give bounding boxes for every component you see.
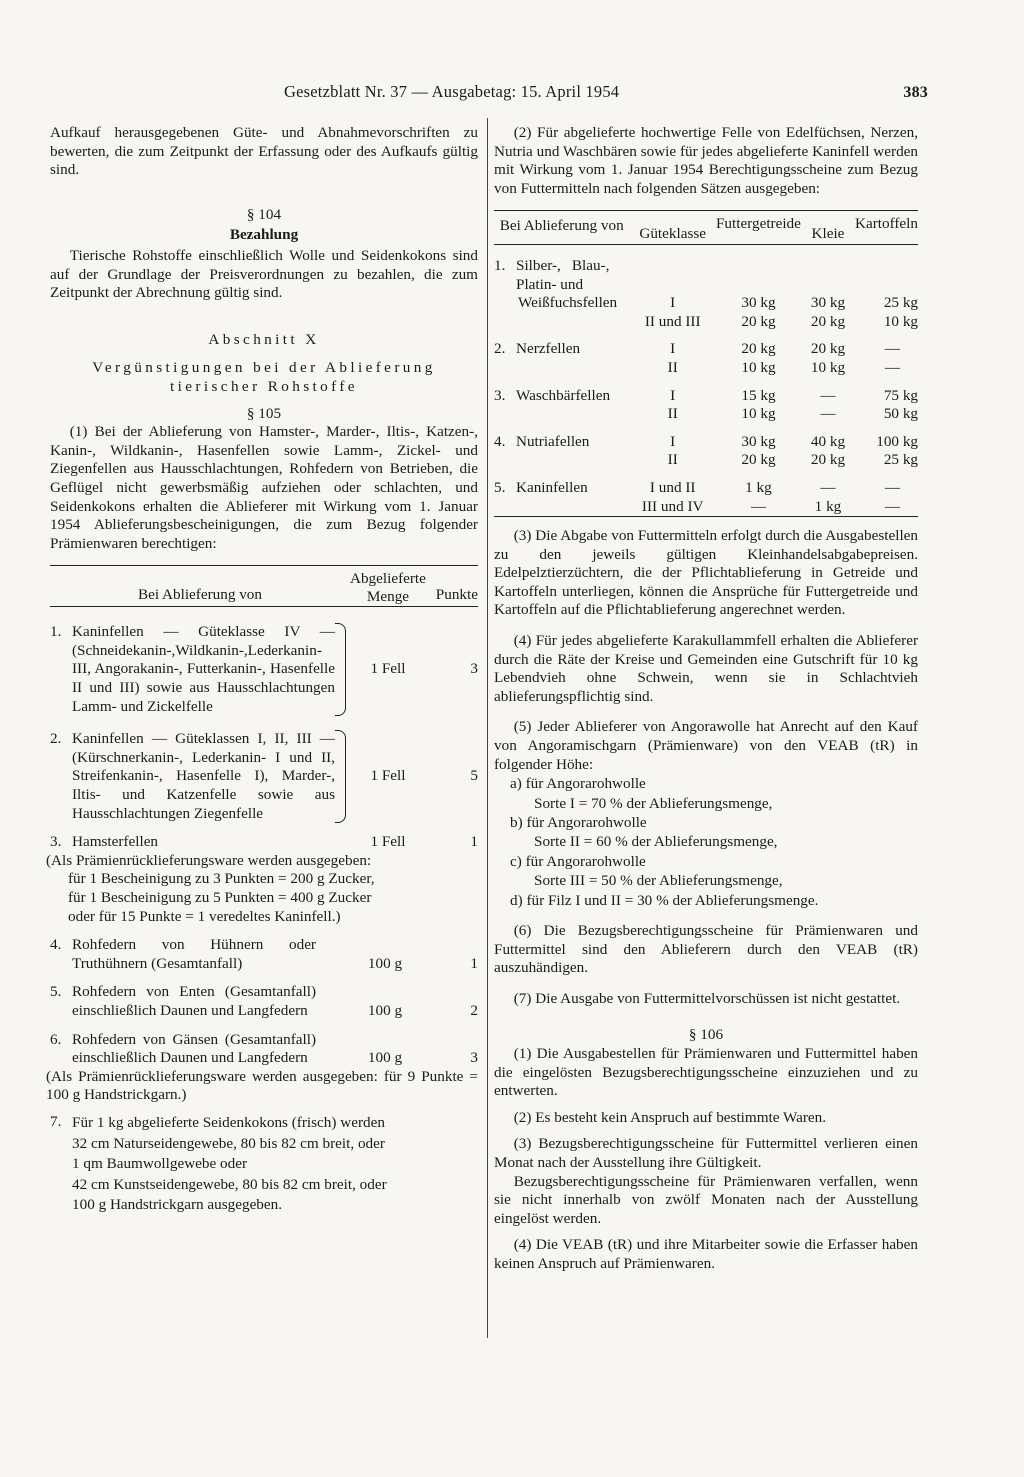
feed-row-name: Nerzfellen	[516, 340, 581, 358]
premium-row-text: Hamsterfellen	[72, 833, 159, 851]
feed-grade: II	[667, 358, 678, 376]
premium-row-text: Rohfedern von Enten (Gesamtanfall) einschließlich Daunen und Langfedern	[72, 983, 316, 1019]
feed-row-name: Kaninfellen	[516, 478, 588, 496]
feed-grain: —	[750, 497, 767, 515]
premium-note-line: für 1 Bescheinigung zu 3 Punkten = 200 g Zucker,	[68, 870, 375, 888]
premium-row-number: 1.	[50, 623, 62, 641]
feed-potatoes: 25 kg	[883, 294, 918, 312]
premium-row-text: Rohfedern von Gänsen (Gesamtanfall) einschließlich Daunen und Langfedern	[72, 1030, 316, 1067]
feed-row-sub	[494, 313, 918, 332]
premium-row	[50, 833, 478, 852]
premium-row-number: 7.	[50, 1112, 62, 1130]
column-divider	[487, 118, 488, 1338]
page-number: 383	[903, 84, 928, 101]
brace	[335, 623, 346, 716]
premium-row-number: 3.	[50, 833, 62, 851]
para-5-item: c) für Angorarohwolle	[510, 852, 646, 870]
feed-grade: I	[670, 294, 676, 312]
para-3: (3) Die Abgabe von Futtermitteln erfolgt durch die Ausgabestellen zu den jeweils gültigen Kleinhandelsabgabepreisen. Edelpelztierzüchtern, die der Pflichtablieferung in Getreide und Kartoffeln unterliegen, können die Ansprüche für Futtergetreide und Kartoffeln auf die Pflichtablieferung angerechnet werden.	[494, 527, 918, 619]
premium-note-line: (Als Prämienrücklieferungsware werden ausgegeben:	[46, 851, 372, 869]
para-5-item: Sorte III = 50 % der Ablieferungsmenge,	[534, 872, 783, 890]
feed-row	[494, 433, 918, 452]
feed-bran: 20 kg	[810, 451, 846, 469]
premium-row-points: 3	[470, 660, 478, 678]
right-column	[494, 124, 918, 1274]
row7-line: 1 qm Baumwollgewebe oder	[72, 1155, 248, 1173]
premium-row-amount: 100 g	[367, 1049, 403, 1067]
feed-row	[494, 479, 918, 498]
section-104-title: Bezahlung	[229, 226, 299, 244]
feed-row-sub	[494, 405, 918, 424]
feed-row-name-cont: Weißfuchsfellen	[518, 294, 618, 312]
para-5: (5) Jeder Ablieferer von Angorawolle hat Anrecht auf den Kauf von Angoramischgarn (Prämienware) von den VEAB (tR) in folgender Höhe:	[494, 718, 918, 773]
section-106-para4: (4) Die VEAB (tR) und ihre Mitarbeiter sowie die Erfasser haben keinen Anspruch auf Prämienwaren.	[494, 1236, 918, 1272]
feed-bran: 10 kg	[810, 358, 846, 376]
premium-row-text: Rohfedern von Hühnern oder Truthühnern (Gesamtanfall)	[72, 936, 316, 972]
premium-row-number: 6.	[50, 1030, 62, 1048]
feed-bran: 40 kg	[810, 432, 846, 450]
premium-row-amount: 1 Fell	[370, 833, 406, 851]
premium-note-1	[46, 852, 478, 926]
feed-row	[494, 387, 918, 406]
premium-col-header-delivery: Bei Ablieferung von	[137, 586, 262, 604]
premium-row	[50, 623, 478, 716]
feed-grade: I	[670, 386, 676, 404]
para-5-item: d) für Filz I und II = 30 % der Ablieferungsmenge.	[510, 891, 819, 909]
row7-line: 100 g Handstrickgarn ausgegeben.	[72, 1196, 283, 1214]
row7-line: Für 1 kg abgelieferte Seidenkokons (frisch) werden	[72, 1113, 385, 1131]
feed-row	[494, 257, 918, 313]
feed-potatoes: 10 kg	[883, 312, 918, 330]
feed-bran: —	[820, 386, 836, 404]
premium-row-number: 2.	[50, 730, 62, 748]
feed-row-sub	[494, 451, 918, 470]
premium-row-points: 1	[470, 954, 478, 972]
carry-over-paragraph: Aufkauf herausgegebenen Güte- und Abnahmevorschriften zu bewerten, die zum Zeitpunkt der Erfassung oder des Aufkaufs gültig sind.	[50, 124, 478, 179]
feed-grain: 20 kg	[741, 451, 776, 469]
page-header	[48, 78, 928, 104]
section-106-para2: (2) Es besteht kein Anspruch auf bestimmte Waren.	[513, 1108, 827, 1126]
feed-potatoes: 50 kg	[883, 405, 918, 423]
feed-table	[494, 210, 918, 527]
feed-potatoes: —	[884, 497, 900, 515]
premium-row-points: 2	[470, 1001, 478, 1019]
para-4: (4) Für jedes abgelieferte Karakullammfell erhalten die Ablieferer durch die Räte der Kreise und Gemeinden eine Gutschrift für 10 kg Lebendvieh ohne Schwein, wenn sie in Schlachtvieh ablieferungspflichtig sind.	[494, 632, 918, 705]
feed-grain: 20 kg	[741, 340, 776, 358]
premium-row-amount: 100 g	[367, 1001, 403, 1019]
feed-grain: 30 kg	[741, 432, 776, 450]
brace	[335, 730, 346, 823]
para-5-item: b) für Angorarohwolle	[510, 814, 647, 832]
section-104-text: Tierische Rohstoffe einschließlich Wolle und Seidenkokons sind auf der Grundlage der Preisverordnungen zu bezahlen, die zum Zeitpunkt der Abrechnung gültig sind.	[50, 246, 478, 302]
premium-note-line: oder für 15 Punkte = 1 veredeltes Kaninfell.)	[68, 907, 341, 925]
premium-row	[50, 936, 478, 973]
section-106-para1: (1) Die Ausgabestellen für Prämienwaren und Futtermittel haben die eingelösten Bezugsberechtigungsscheine einzuziehen und zu entwerten.	[494, 1045, 918, 1100]
premium-row-points: 3	[470, 1049, 478, 1067]
feed-grain: 20 kg	[741, 312, 776, 330]
feed-row-name: Waschbärfellen	[516, 386, 611, 404]
premium-row-7	[50, 1113, 478, 1216]
premium-row	[50, 730, 478, 823]
feed-potatoes: 100 kg	[876, 432, 918, 450]
left-column	[46, 124, 478, 1216]
feed-grain: 15 kg	[741, 386, 776, 404]
feed-grade: II und III	[644, 312, 701, 330]
feed-bran: 20 kg	[810, 312, 846, 330]
running-title: Gesetzblatt Nr. 37 — Ausgabetag: 15. April 1954	[284, 82, 620, 101]
feed-col-header-grade: Güteklasse	[639, 225, 707, 243]
feed-grade: I und II	[649, 478, 696, 496]
premium-row-text: Kaninfellen — Güteklasse IV — (Schneidekanin-,Wildkanin-,Lederkanin- III, Angorakanin-, Futterkanin-, Hasenfelle II und III) sowie aus Hausschlachtungen Lamm- und Zickelfelle	[72, 623, 335, 715]
chapter-subtitle-line2: tierischer Rohstoffe	[170, 377, 358, 395]
chapter-subtitle-line1: Vergünstigungen bei der Ablieferung	[92, 359, 436, 377]
feed-potatoes: —	[884, 358, 900, 376]
section-106-number: § 106	[688, 1026, 724, 1044]
feed-row	[494, 340, 918, 359]
feed-row-number: 5.	[494, 478, 506, 496]
para-7: (7) Die Ausgabe von Futtermittelvorschüssen ist nicht gestattet.	[513, 989, 901, 1007]
feed-row-sub	[494, 498, 918, 517]
feed-bran: —	[820, 478, 836, 496]
premium-note-2: (Als Prämienrücklieferungsware werden ausgegeben: für 9 Punkte = 100 g Handstrickgarn.)	[46, 1067, 478, 1104]
section-105-para1: (1) Bei der Ablieferung von Hamster-, Marder-, Iltis-, Katzen-, Kanin-, Wildkanin-, Hasenfellen sowie Lamm-, Zickel- und Ziegenfellen aus Hausschlachtungen, Rohfedern von Betrieben, die Geflügel nicht gewerbsmäßig aufziehen oder schlachten, und Seidenkokons erhalten die Ablieferer mit Wirkung vom 1. Januar 1954 Ablieferungsbescheinigungen, die zum Bezug folgender Prämienwaren berechtigen:	[50, 423, 478, 552]
premium-table	[50, 565, 478, 852]
section-105-number: § 105	[246, 404, 282, 422]
feed-bran: 20 kg	[810, 340, 846, 358]
feed-potatoes: 25 kg	[883, 451, 918, 469]
feed-row-name: Nutriafellen	[516, 432, 590, 450]
premium-row-points: 5	[470, 767, 478, 785]
para-5-item: Sorte II = 60 % der Ablieferungsmenge,	[534, 833, 778, 851]
premium-row-text: Kaninfellen — Güteklassen I, II, III — (Kürschnerkanin-, Lederkanin- I und II, Streifenkanin-, Hasenfelle I), Marder-, Iltis- und Katzenfelle sowie aus Hausschlachtungen Ziegenfelle	[72, 730, 335, 822]
feed-grade: I	[670, 432, 676, 450]
feed-col-header-delivery: Bei Ablieferung von	[499, 217, 624, 235]
row7-line: 32 cm Naturseidengewebe, 80 bis 82 cm breit, oder	[72, 1134, 385, 1152]
feed-bran: 30 kg	[810, 294, 846, 312]
section-106-para3a: (3) Bezugsberechtigungsscheine für Futtermittel verlieren einen Monat nach der Ausstellung ihre Gültigkeit.	[494, 1135, 918, 1171]
feed-potatoes: —	[884, 478, 900, 496]
feed-row-number: 1.	[494, 256, 506, 274]
feed-row-number: 2.	[494, 340, 506, 358]
feed-potatoes: 75 kg	[883, 386, 918, 404]
row7-line: 42 cm Kunstseidengewebe, 80 bis 82 cm breit, oder	[72, 1175, 387, 1193]
para-6: (6) Die Bezugsberechtigungsscheine für Prämienwaren und Futtermittel sind den Ablieferern durch den VEAB (tR) auszuhändigen.	[494, 922, 918, 977]
para-5-item: Sorte I = 70 % der Ablieferungsmenge,	[534, 794, 773, 812]
feed-row-number: 3.	[494, 386, 506, 404]
feed-col-header-grain: Futtergetreide	[715, 215, 801, 233]
feed-grade: II	[667, 405, 678, 423]
feed-bran: 1 kg	[814, 497, 842, 515]
premium-row-number: 4.	[50, 936, 62, 954]
premium-row-points: 1	[470, 833, 478, 851]
section-106-para3b: Bezugsberechtigungsscheine für Prämienwaren verfallen, wenn sie nicht innerhalb von zwölf Monaten nach der Ausstellung eingelöst werden.	[494, 1172, 918, 1227]
section-104-number: § 104	[246, 205, 282, 223]
premium-row	[50, 983, 478, 1020]
premium-col-header-amount: Abgelieferte Menge	[350, 570, 426, 606]
feed-row-name: Silber-, Blau-, Platin- und	[516, 256, 610, 293]
para-5-list	[494, 774, 918, 910]
premium-row	[50, 1031, 478, 1068]
chapter-title: Abschnitt X	[208, 330, 320, 348]
feed-potatoes: —	[884, 340, 900, 358]
feed-grain: 10 kg	[741, 358, 776, 376]
premium-table-2	[50, 936, 478, 1068]
premium-row-number: 5.	[50, 983, 62, 1001]
premium-row-amount: 100 g	[367, 954, 403, 972]
feed-col-header-potatoes: Kartoffeln	[855, 215, 918, 233]
premium-row-amount: 1 Fell	[370, 660, 406, 678]
premium-note-line: für 1 Bescheinigung zu 5 Punkten = 400 g Zucker	[68, 889, 372, 906]
feed-bran: —	[820, 405, 836, 423]
para-2: (2) Für abgelieferte hochwertige Felle von Edelfüchsen, Nerzen, Nutria und Waschbären sowie für jedes abgelieferte Kaninfell werden mit Wirkung vom 1. Januar 1954 Berechtigungsscheine zum Bezug von Futtermitteln nach folgenden Sätzen ausgegeben:	[494, 124, 918, 197]
premium-col-header-points: Punkte	[435, 586, 478, 604]
feed-grain: 1 kg	[745, 478, 772, 496]
feed-row-sub	[494, 359, 918, 378]
feed-grade: I	[670, 340, 676, 358]
feed-col-header-bran: Kleie	[811, 225, 845, 243]
feed-grain: 30 kg	[741, 294, 776, 312]
feed-grade: III und IV	[641, 497, 704, 515]
feed-grade: II	[667, 451, 678, 469]
feed-row-number: 4.	[494, 432, 506, 450]
feed-grain: 10 kg	[741, 405, 776, 423]
para-5-item: a) für Angorarohwolle	[510, 775, 646, 793]
premium-row-amount: 1 Fell	[370, 767, 406, 785]
